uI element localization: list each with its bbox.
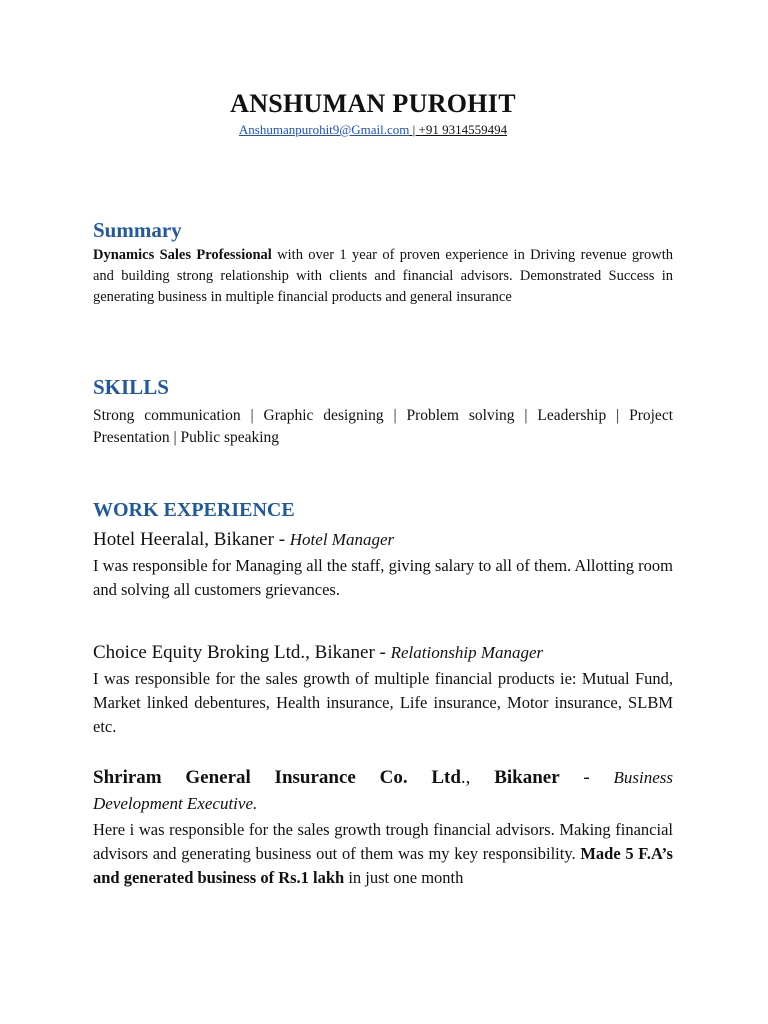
job-title-line [93,640,673,666]
job-role: Hotel Manager [289,530,395,549]
job-company-city: Bikaner [494,767,560,788]
job-achievement: Made 5 F.A’s and generated business of Rs.1 lakh [93,844,673,887]
skills-heading: SKILLS [93,375,169,399]
job-company: Hotel Heeralal, Bikaner [93,529,274,550]
summary-heading: Summary [93,218,182,242]
email-link[interactable]: Anshumanpurohit9@Gmail.com [238,122,410,137]
job-dash: - [559,767,614,788]
job-role-continued [93,791,673,817]
job-description-part1: Here i was responsible for the sales growth trough financial advisors. Making financial advisors and generating business out of them was my key responsibility. [93,820,673,863]
job-company: Shriram General Insurance Co. Ltd [93,767,461,788]
job-role: Business [613,768,673,787]
skills-section [93,405,673,449]
job-company-punct: ., [460,767,495,788]
skills-text: Strong communication | Graphic designing | Problem solving | Leadership | Project Presentation | Public speaking [93,407,673,446]
contact-line [0,122,746,138]
job-shriram-insurance [93,765,673,890]
summary-body: with over 1 year of proven experience in Driving revenue growth and building strong relationship with clients and financial advisors. Demonstrated Success in generating business in multiple financial products and general insurance [93,247,673,305]
candidate-name: ANSHUMAN PUROHIT [230,89,516,118]
job-dash: - [273,529,290,550]
summary-section [93,245,673,308]
job-role-line-2: Development Executive. [93,794,258,813]
job-description: I was responsible for Managing all the staff, giving salary to all of them. Allotting room and solving all customers grievances. [93,556,673,599]
phone-number: +91 9314559494 [418,122,508,137]
job-role: Relationship Manager [390,643,544,662]
job-choice-equity [93,640,673,739]
job-description [93,818,673,890]
contact-separator: | [409,122,419,137]
job-title-line [93,765,673,791]
summary-text [93,245,673,308]
resume-header [0,88,746,138]
summary-lead: Dynamics Sales Professional [93,247,272,263]
job-company: Choice Equity Broking Ltd., Bikaner [93,642,375,663]
work-experience-heading: WORK EXPERIENCE [93,499,295,521]
job-title-line [93,527,673,553]
job-hotel-heeralal [93,527,673,602]
job-dash: - [374,642,391,663]
job-description: I was responsible for the sales growth of multiple financial products ie: Mutual Fund, Market linked debentures, Health insurance, Life insurance, Motor insurance, SLBM etc. [93,669,673,736]
job-description-part2: in just one month [344,868,464,887]
